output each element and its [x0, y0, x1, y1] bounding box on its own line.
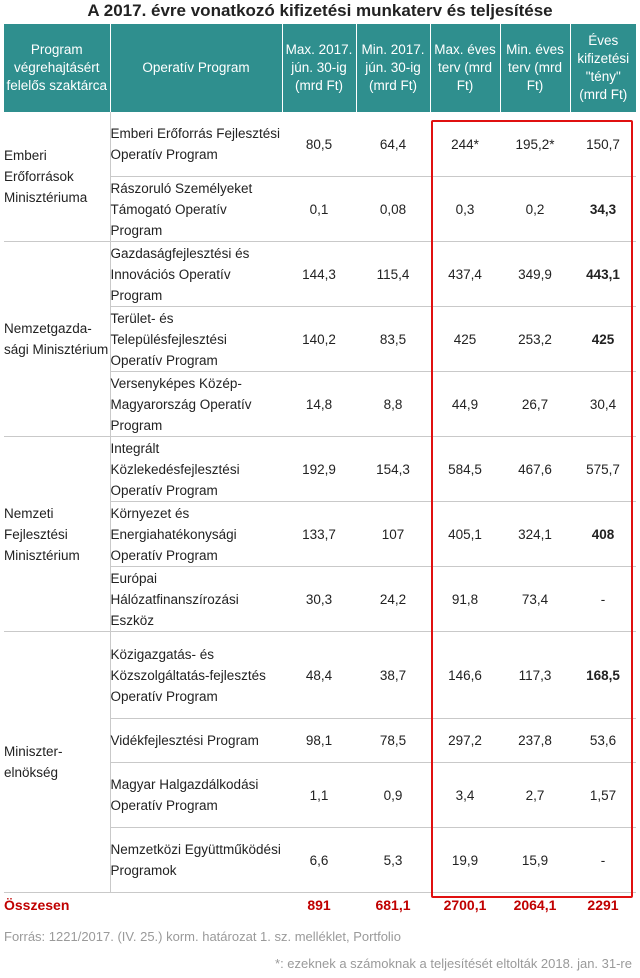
actual-cell: -: [570, 567, 636, 632]
max-annual-cell: 91,8: [430, 567, 500, 632]
table-row: [4, 632, 636, 719]
min-annual-cell: 117,3: [500, 632, 570, 719]
max-annual-cell: 437,4: [430, 242, 500, 307]
actual-cell: 53,6: [570, 719, 636, 763]
min-annual-cell: 467,6: [500, 437, 570, 502]
min-annual-cell: 237,8: [500, 719, 570, 763]
min-annual-cell: 2,7: [500, 763, 570, 828]
total-min-annual: 2064,1: [513, 897, 557, 913]
program-cell: Integrált Közlekedésfejlesztési Operatív Program: [110, 437, 282, 502]
ministry-cell: Nemzeti Fejlesztési Minisztérium: [4, 437, 110, 632]
max-june-cell: 48,4: [282, 632, 356, 719]
max-june-cell: 98,1: [282, 719, 356, 763]
min-annual-cell: 15,9: [500, 828, 570, 893]
header-row: [4, 24, 636, 112]
max-annual-cell: 425: [430, 307, 500, 372]
max-annual-cell: 244*: [430, 112, 500, 177]
min-june-cell: 107: [356, 502, 430, 567]
program-cell: Nemzetközi Együttműködési Programok: [110, 828, 282, 893]
ministry-cell: Miniszter-elnökség: [4, 632, 110, 893]
header-max-annual: Max. éves terv (mrd Ft): [430, 24, 500, 112]
header-program: Operatív Program: [110, 24, 282, 112]
max-annual-cell: 3,4: [430, 763, 500, 828]
min-annual-cell: 349,9: [500, 242, 570, 307]
table-row: [4, 437, 636, 502]
max-june-cell: 140,2: [282, 307, 356, 372]
program-cell: Környezet és Energiahatékonysági Operatív Program: [110, 502, 282, 567]
max-annual-cell: 146,6: [430, 632, 500, 719]
program-cell: Magyar Halgazdálkodási Operatív Program: [110, 763, 282, 828]
max-annual-cell: 44,9: [430, 372, 500, 437]
total-actual: 2291: [587, 897, 619, 913]
min-june-cell: 0,9: [356, 763, 430, 828]
actual-cell: -: [570, 828, 636, 893]
actual-cell: 575,7: [570, 437, 636, 502]
min-june-cell: 0,08: [356, 177, 430, 242]
program-cell: Közigazgatás- és Közszolgáltatás-fejlesztés Operatív Program: [110, 632, 282, 719]
program-cell: Rászoruló Személyeket Támogató Operatív Program: [110, 177, 282, 242]
total-max-annual: 2700,1: [443, 897, 487, 913]
program-cell: Gazdaságfejlesztési és Innovációs Operatív Program: [110, 242, 282, 307]
max-june-cell: 0,1: [282, 177, 356, 242]
footnote: *: ezeknek a számoknak a teljesítését eltolták 2018. jan. 31-re: [275, 956, 632, 971]
table-row: [4, 242, 636, 307]
total-min-june: 681,1: [375, 897, 411, 913]
actual-cell: 408: [570, 502, 636, 567]
actual-cell: 34,3: [570, 177, 636, 242]
total-spacer: [110, 893, 282, 918]
min-annual-cell: 26,7: [500, 372, 570, 437]
header-max-june: Max. 2017. jún. 30-ig (mrd Ft): [282, 24, 356, 112]
max-june-cell: 1,1: [282, 763, 356, 828]
min-june-cell: 83,5: [356, 307, 430, 372]
min-june-cell: 5,3: [356, 828, 430, 893]
table-row: [4, 112, 636, 177]
ministry-cell: Nemzetgazda-sági Minisztérium: [4, 242, 110, 437]
ministry-cell: Emberi Erőforrások Minisztériuma: [4, 112, 110, 242]
max-june-cell: 133,7: [282, 502, 356, 567]
min-annual-cell: 73,4: [500, 567, 570, 632]
min-june-cell: 24,2: [356, 567, 430, 632]
program-cell: Vidékfejlesztési Program: [110, 719, 282, 763]
max-annual-cell: 297,2: [430, 719, 500, 763]
program-cell: Emberi Erőforrás Fejlesztési Operatív Program: [110, 112, 282, 177]
max-june-cell: 6,6: [282, 828, 356, 893]
max-annual-cell: 584,5: [430, 437, 500, 502]
max-june-cell: 14,8: [282, 372, 356, 437]
actual-cell: 425: [570, 307, 636, 372]
program-cell: Európai Hálózatfinanszírozási Eszköz: [110, 567, 282, 632]
source-note: Forrás: 1221/2017. (IV. 25.) korm. határozat 1. sz. melléklet, Portfolio: [4, 929, 401, 944]
total-label: Összesen: [4, 897, 70, 913]
max-june-cell: 30,3: [282, 567, 356, 632]
program-cell: Versenyképes Közép-Magyarország Operatív Program: [110, 372, 282, 437]
page-title: A 2017. évre vonatkozó kifizetési munkaterv és teljesítése: [87, 1, 553, 20]
program-cell: Terület- és Településfejlesztési Operatív Program: [110, 307, 282, 372]
min-annual-cell: 0,2: [500, 177, 570, 242]
actual-cell: 1,57: [570, 763, 636, 828]
actual-cell: 168,5: [570, 632, 636, 719]
min-june-cell: 115,4: [356, 242, 430, 307]
header-min-june: Min. 2017. jún. 30-ig (mrd Ft): [356, 24, 430, 112]
max-june-cell: 192,9: [282, 437, 356, 502]
min-annual-cell: 324,1: [500, 502, 570, 567]
max-annual-cell: 0,3: [430, 177, 500, 242]
actual-cell: 150,7: [570, 112, 636, 177]
max-annual-cell: 405,1: [430, 502, 500, 567]
min-june-cell: 154,3: [356, 437, 430, 502]
header-actual: Éves kifizetési "tény" (mrd Ft): [570, 24, 636, 112]
payment-schedule-table: [4, 24, 636, 917]
total-max-june: 891: [307, 897, 331, 913]
max-annual-cell: 19,9: [430, 828, 500, 893]
min-june-cell: 38,7: [356, 632, 430, 719]
min-june-cell: 8,8: [356, 372, 430, 437]
max-june-cell: 80,5: [282, 112, 356, 177]
min-annual-cell: 195,2*: [500, 112, 570, 177]
header-ministry: Program végrehajtásért felelős szaktárca: [4, 24, 110, 112]
min-annual-cell: 253,2: [500, 307, 570, 372]
min-june-cell: 78,5: [356, 719, 430, 763]
actual-cell: 30,4: [570, 372, 636, 437]
actual-cell: 443,1: [570, 242, 636, 307]
header-min-annual: Min. éves terv (mrd Ft): [500, 24, 570, 112]
min-june-cell: 64,4: [356, 112, 430, 177]
max-june-cell: 144,3: [282, 242, 356, 307]
total-row: [4, 893, 636, 918]
